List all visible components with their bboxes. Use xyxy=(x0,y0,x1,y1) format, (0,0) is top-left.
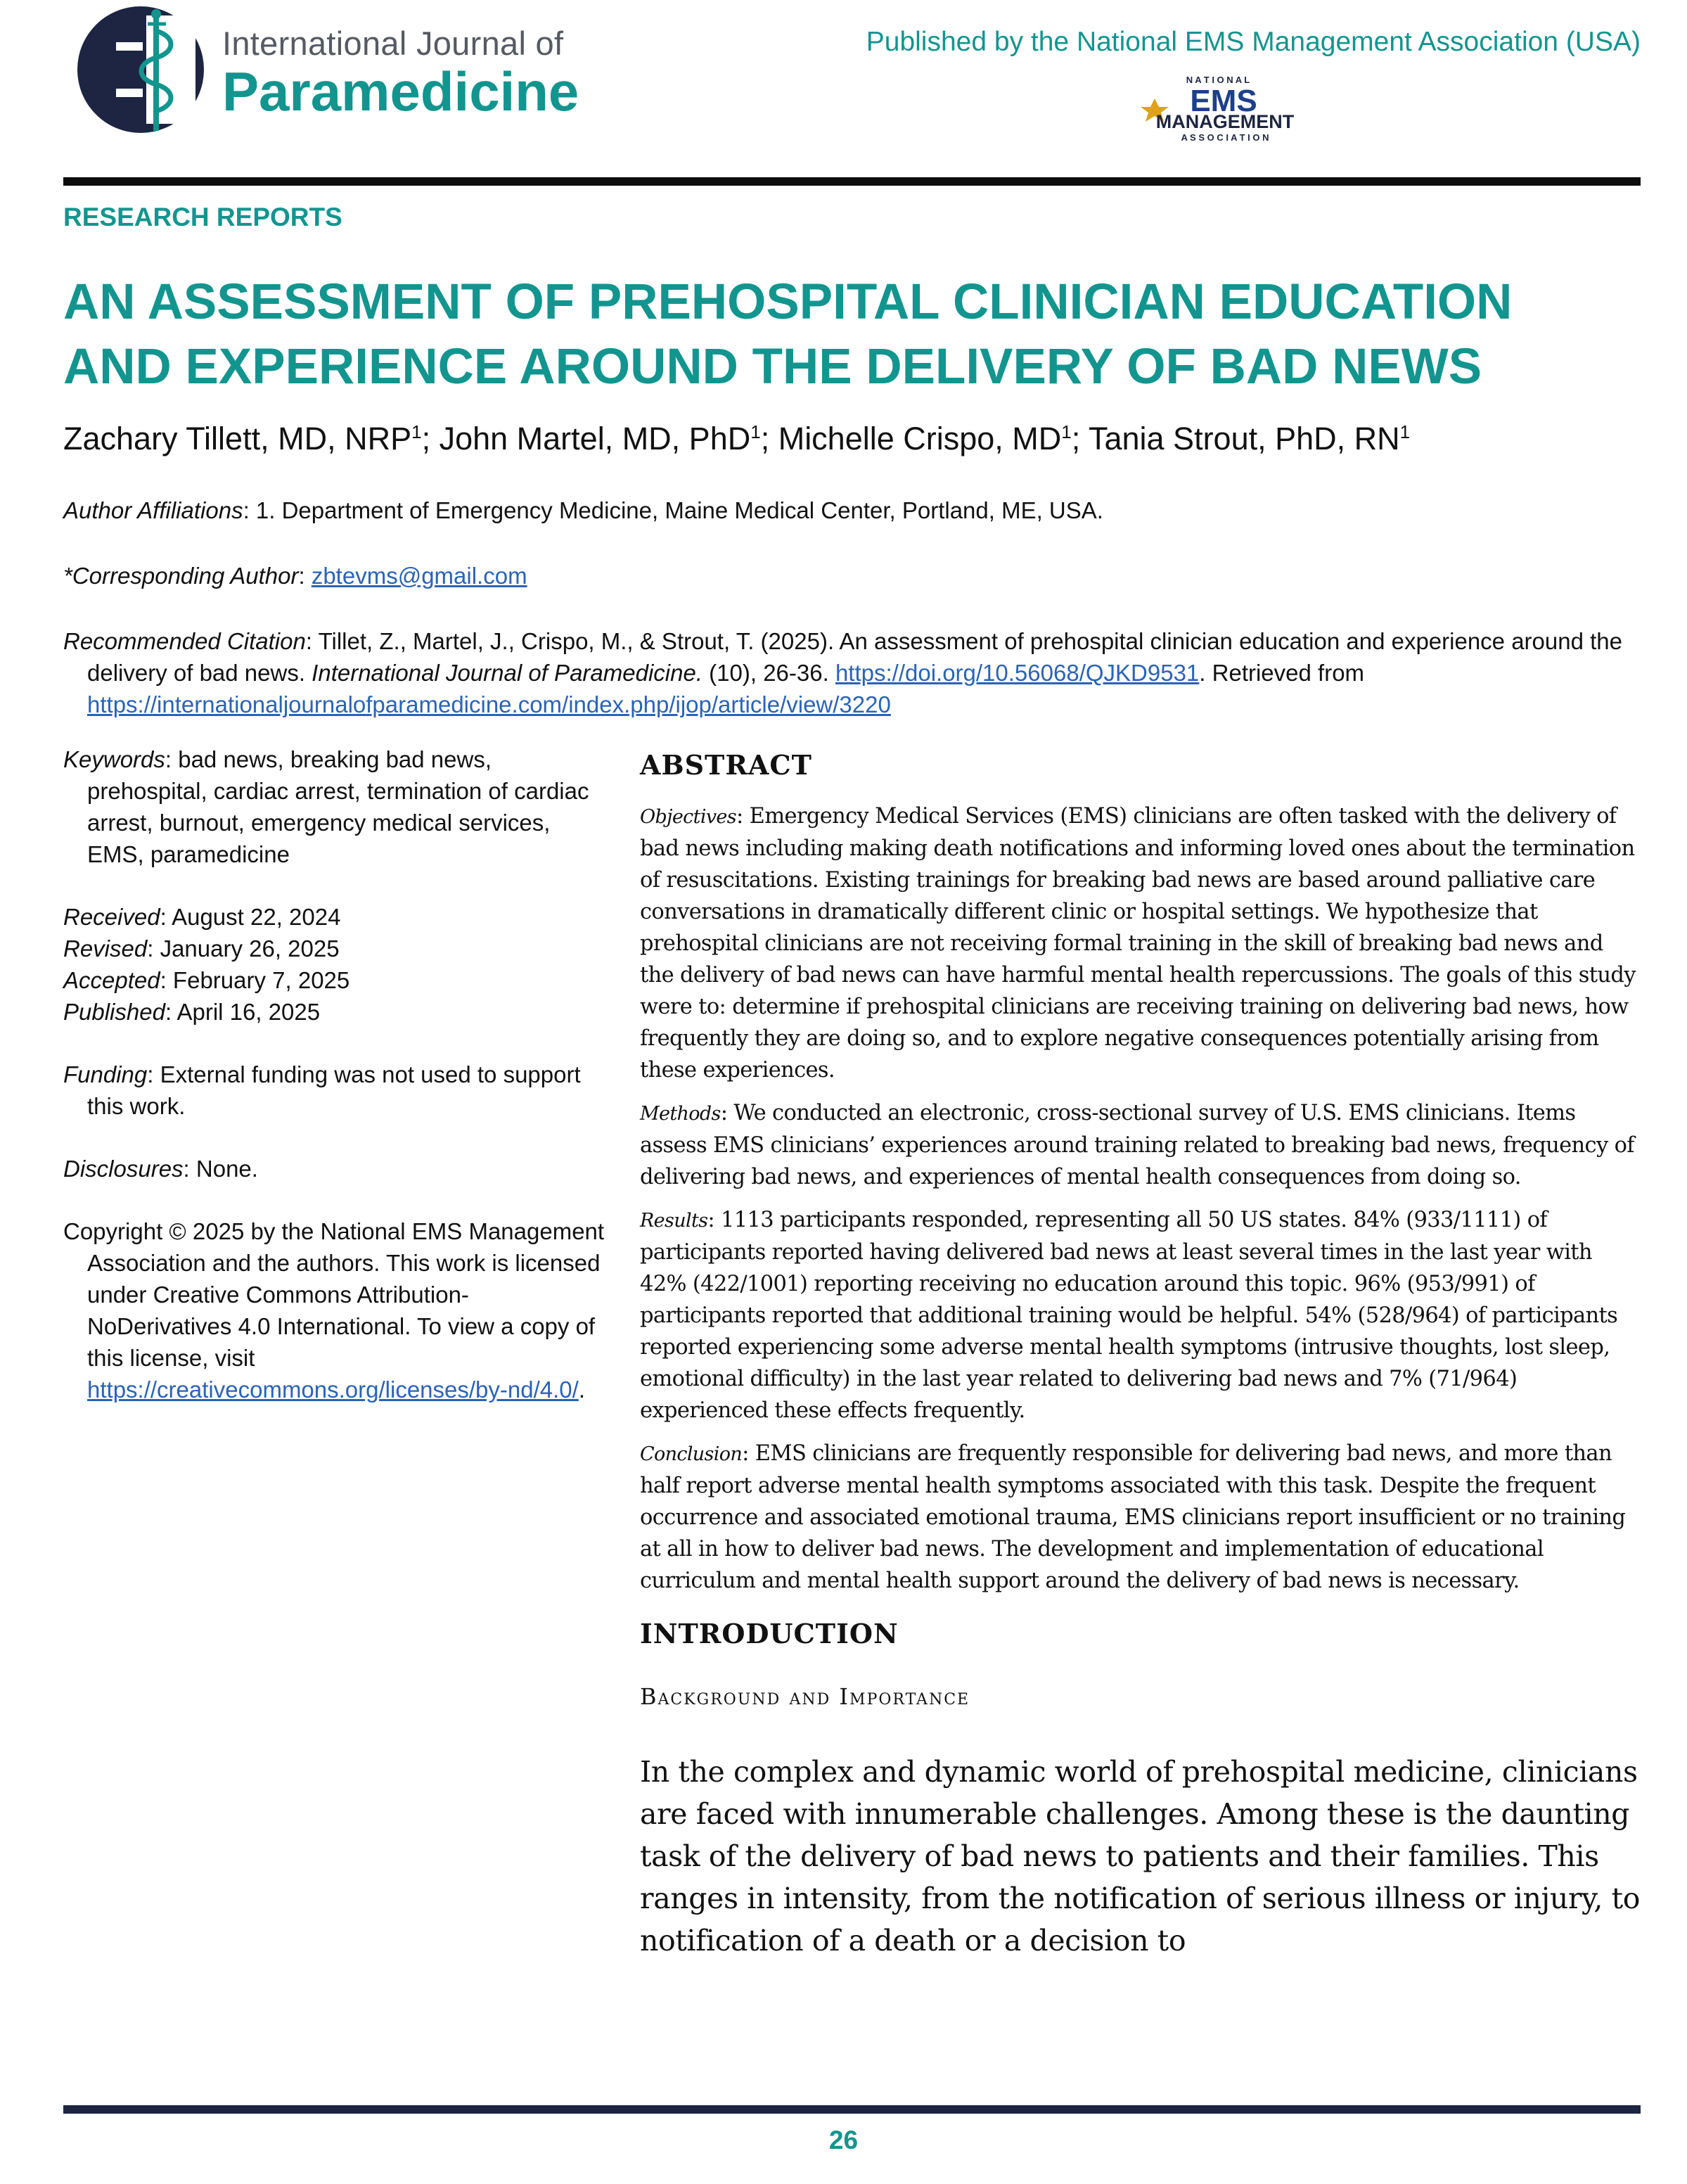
license-link[interactable]: https://creativecommons.org/licenses/by-nd/4.0/ xyxy=(87,1377,579,1403)
publisher-line: Published by the National EMS Management Association (USA) xyxy=(866,27,1641,57)
abstract-heading: ABSTRACT xyxy=(640,749,812,781)
received-date: Received: August 22, 2024 xyxy=(63,904,341,930)
revised-date: Revised: January 26, 2025 xyxy=(63,935,340,962)
abstract-methods: Methods: We conducted an electronic, cross-sectional survey of U.S. EMS clinicians. Items assess EMS clinicians’ experiences around training related to breaking bad news, frequency of delivering bad news, and experiences of mental health consequences from doing so. xyxy=(640,1101,1634,1189)
published-date: Published: April 16, 2025 xyxy=(63,999,321,1025)
affiliations-text: : 1. Department of Emergency Medicine, Maine Medical Center, Portland, ME, USA. xyxy=(243,497,1103,523)
abstract-objectives: Objectives: Emergency Medical Services (EMS) clinicians are often tasked with the delivery of bad news including making death notifications and informing loved ones about the termination of resuscitations. Existing trainings for breaking bad news are based around palliative care conversations in dramatically different clinic or hospital settings. We hypothesize that prehospital clinicians are not receiving formal training in the skill of breaking bad news and the delivery of bad news can have harmful mental health repercussions. The goals of this study were to: determine if prehospital clinicians are receiving training on delivering bad news, how frequently they are doing so, and to explore negative consequences potentially arising from these experiences. xyxy=(640,804,1636,1083)
citation-url-link[interactable]: https://internationaljournalofparamedicine.com/index.php/ijop/article/view/3220 xyxy=(87,691,891,717)
author-name: John Martel, MD, PhD xyxy=(439,421,751,456)
footer-divider xyxy=(63,2105,1641,2114)
disclosures: Disclosures: None. xyxy=(63,1156,258,1182)
accepted-date: Accepted: February 7, 2025 xyxy=(63,967,350,993)
author-affiliation-mark: 1 xyxy=(1061,421,1072,442)
ems-logo-bottom-text: A S S O C I A T I O N xyxy=(1181,132,1269,143)
ems-logo-top-text: N A T I O N A L xyxy=(1186,75,1250,85)
corresponding-label: *Corresponding Author xyxy=(63,563,299,589)
author-name: Zachary Tillett, MD, NRP xyxy=(63,421,412,456)
article-title xyxy=(63,270,1646,400)
author-affiliation-mark: 1 xyxy=(1399,421,1411,442)
author-affiliation-mark: 1 xyxy=(750,421,761,442)
header-divider xyxy=(63,177,1641,186)
introduction-heading: INTRODUCTION xyxy=(640,1618,899,1649)
citation-journal: International Journal of Paramedicine. xyxy=(312,660,703,686)
author-name: Michelle Crispo, MD xyxy=(778,421,1062,456)
funding: Funding: External funding was not used to support this work. xyxy=(63,1061,581,1119)
corresponding-author: *Corresponding Author: zbtevms@gmail.com xyxy=(63,563,527,589)
page-number: 26 xyxy=(828,2126,859,2154)
recommended-citation: Recommended Citation: Tillet, Z., Martel, J., Crispo, M., & Strout, T. (2025). An assessment of prehospital clinician education and experience around the delivery of bad news. International Journal of Paramedicine. (10), 26-36. https://doi.org/10.56068/QJKD9531. Retrieved from https://internationaljournalofparamedicine.com/index.php/ijop/article/view/3220 xyxy=(63,628,1622,717)
author-affiliation-mark: 1 xyxy=(411,421,422,442)
citation-label: Recommended Citation xyxy=(63,628,306,654)
journal-name-line1: International Journal of xyxy=(222,25,564,62)
affiliations-label: Author Affiliations xyxy=(63,497,243,523)
article-title-line1: AN ASSESSMENT OF PREHOSPITAL CLINICIAN EDUCATION xyxy=(63,274,1513,330)
ems-logo-middle-text: EMS xyxy=(1190,84,1257,118)
journal-name xyxy=(222,24,579,120)
corresponding-email-link[interactable]: zbtevms@gmail.com xyxy=(311,563,527,589)
author-affiliations xyxy=(63,494,1638,526)
background-subheading: Background and Importance xyxy=(640,1683,970,1710)
abstract-results: Results: 1113 participants responded, representing all 50 US states. 84% (933/1111) of participants reported having delivered bad news at least several times in the last year with 42% (422/1001) reporting receiving no education around this topic. 96% (953/991) of participants reported that additional training would be helpful. 54% (528/964) of participants reported experiencing some adverse mental health symptoms (intrusive thoughts, lost sleep, emotional difficulty) in the last year related to delivering bad news and 7% (71/964) experienced these effects frequently. xyxy=(640,1208,1618,1423)
article-title-line2: AND EXPERIENCE AROUND THE DELIVERY OF BAD NEWS xyxy=(63,339,1482,395)
section-label: RESEARCH REPORTS xyxy=(63,203,342,231)
copyright-notice: Copyright © 2025 by the National EMS Management Association and the authors. This work is licensed under Creative Commons Attribution-NoDerivatives 4.0 International. To view a copy of this license, visit https://creativecommons.org/licenses/by-nd/4.0/. xyxy=(63,1218,605,1403)
introduction-paragraph: In the complex and dynamic world of prehospital medicine, clinicians are faced with innumerable challenges. Among these is the daunting task of the delivery of bad news to patients and their families. This ranges in intensity, from the notification of serious illness or injury, to notification of a death or a decision to xyxy=(640,1755,1640,1958)
nemsma-logo xyxy=(1134,70,1309,143)
ems-logo-lower-text: MANAGEMENT xyxy=(1155,111,1295,132)
article-info-sidebar xyxy=(63,743,605,1405)
journal-name-line2: Paramedicine xyxy=(222,60,579,122)
author-list: Zachary Tillett, MD, NRP$^1$; John Martel, MD, PhD$^1$; Michelle Crispo, $MD^1$; Tania Strout, PhD, $RN^1$ xyxy=(63,421,1411,456)
author-name: Tania Strout, PhD, RN xyxy=(1088,421,1400,456)
journal-logo xyxy=(63,3,225,136)
keywords: Keywords: bad news, breaking bad news, prehospital, cardiac arrest, termination of cardiac arrest, burnout, emergency medical services, EMS, paramedicine xyxy=(63,746,589,867)
citation-doi-link[interactable]: https://doi.org/10.56068/QJKD9531 xyxy=(835,660,1200,686)
article-main-column xyxy=(640,743,1642,1962)
abstract-conclusion: Conclusion: EMS clinicians are frequently responsible for delivering bad news, and more than half report adverse mental health symptoms associated with this task. Despite the frequent occurrence and associated emotional trauma, EMS clinicians report insufficient or no training at all in how to deliver bad news. The development and implementation of educational curriculum and mental health support around the delivery of bad news is necessary. xyxy=(640,1441,1626,1593)
